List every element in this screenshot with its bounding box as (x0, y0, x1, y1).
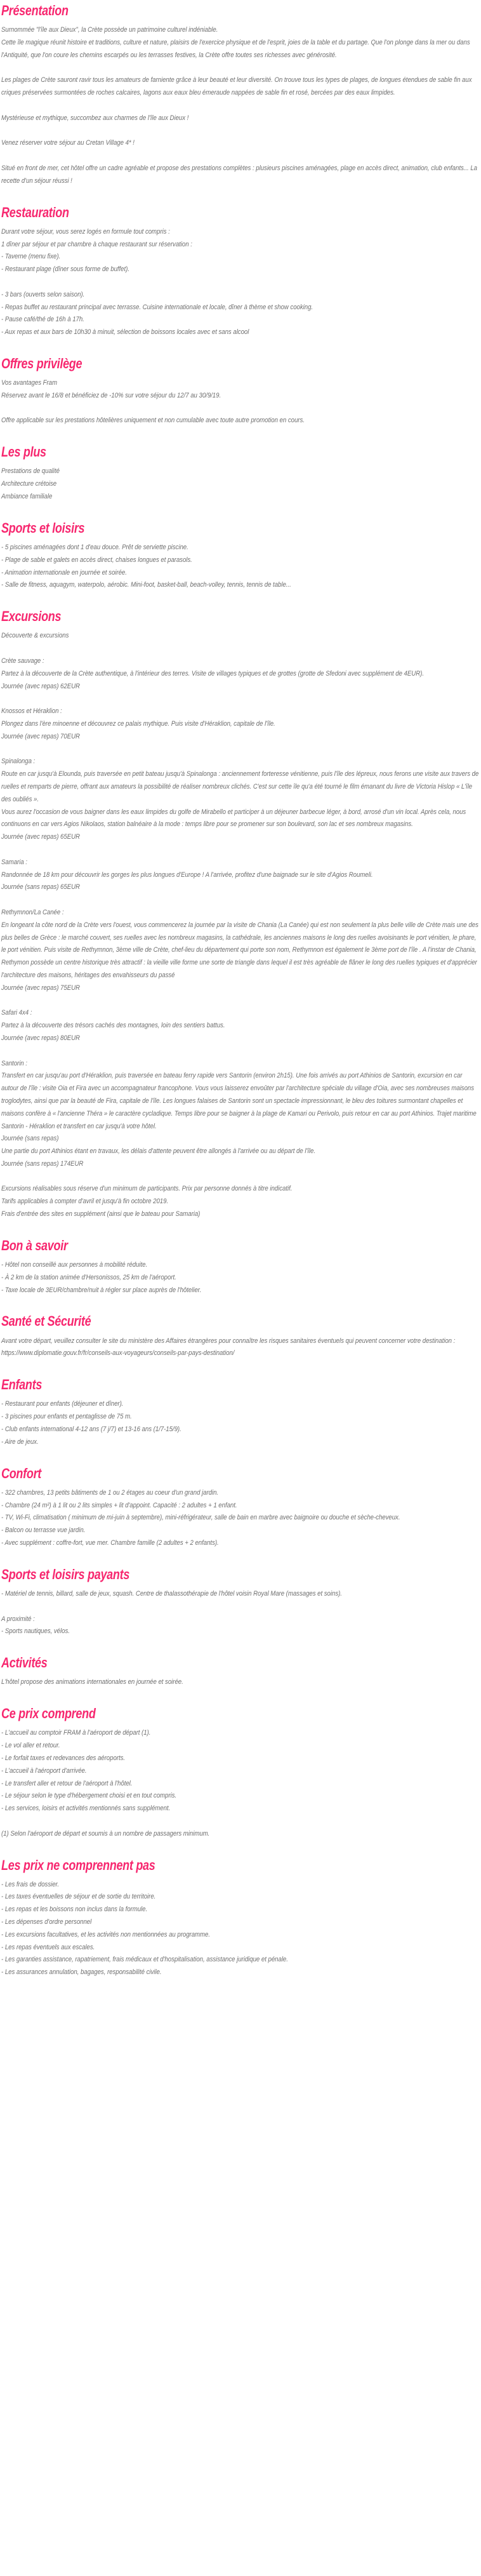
paragraph-spacer (1, 1171, 480, 1184)
section-paragraph: 1 dîner par séjour et par chambre à chaque restaurant sur réservation : (1, 240, 192, 248)
section-paragraph: Excursions réalisables sous réserve d'un minimum de participants. Prix par personne donnés à titre indicatif. (1, 1185, 293, 1193)
section-paragraph: Safari 4x4 : (1, 1009, 32, 1017)
section-les-plus (1, 444, 480, 504)
section-heading-bon-a-savoir: Bon à savoir (1, 1237, 68, 1253)
section-paragraph: - Le séjour selon le type d'hébergement choisi et en tout compris. (1, 1792, 177, 1800)
section-paragraph: Journée (avec repas) 70EUR (1, 732, 80, 740)
section-paragraph: Réservez avant le 16/8 et bénéficiez de -10% sur votre séjour du 12/7 au 30/9/19. (1, 391, 221, 399)
section-paragraph: - Repas buffet au restaurant principal avec terrasse. Cuisine internationale et locale, dîner à thème et show cooking. (1, 303, 313, 311)
paragraph-spacer (1, 62, 480, 75)
section-paragraph: Journée (avec repas) 80EUR (1, 1034, 80, 1042)
paragraph-spacer (1, 744, 480, 756)
section-heading-enfants: Enfants (1, 1377, 43, 1393)
section-paragraph: Une partie du port Athinios étant en travaux, les délais d'attente peuvent être allongés à l'arrivée ou au départ de l'île. (1, 1147, 315, 1156)
section-paragraph: Journée (sans repas) 65EUR (1, 883, 80, 891)
section-heading-activites: Activités (1, 1655, 48, 1671)
section-offres-privilege (1, 356, 480, 427)
section-ce-prix-comprend (1, 1705, 480, 1840)
section-paragraph: - Club enfants international 4-12 ans (7 j/7) et 13-16 ans (1/7-15/9). (1, 1425, 181, 1434)
section-paragraph: Partez à la découverte des trésors cachés des montagnes, loin des sentiers battus. (1, 1022, 225, 1030)
section-paragraph: Knossos et Héraklion : (1, 707, 62, 716)
paragraph-spacer (1, 276, 480, 289)
paragraph-spacer (1, 844, 480, 857)
section-paragraph: - Les repas éventuels aux escales. (1, 1943, 95, 1951)
section-les-prix-ne-comprennent-pas (1, 1857, 480, 1980)
section-paragraph: Durant votre séjour, vous serez logés en formule tout compris : (1, 227, 170, 236)
paragraph-spacer (1, 150, 480, 163)
section-heading-offres-privilege: Offres privilège (1, 355, 82, 371)
section-heading-ce-prix-comprend: Ce prix comprend (1, 1705, 96, 1722)
section-paragraph: - 3 bars (ouverts selon saison). (1, 290, 85, 298)
section-paragraph: - L'accueil au comptoir FRAM à l'aéroport de départ (1). (1, 1729, 151, 1737)
section-paragraph: - 3 piscines pour enfants et pentaglisse de 75 m. (1, 1413, 132, 1421)
section-sante-et-securite (1, 1313, 480, 1360)
section-paragraph: Partez à la découverte de la Crète authentique, à l'intérieur des terres. Visite de villages typiques et de grottes (grotte de Sfedoni avec supplément de 4EUR). (1, 669, 424, 677)
paragraph-spacer (1, 1601, 480, 1613)
section-paragraph: - Aire de jeux. (1, 1438, 39, 1446)
sections-container (1, 3, 480, 1979)
section-paragraph: - Les taxes éventuelles de séjour et de sortie du territoire. (1, 1893, 156, 1901)
section-paragraph: Route en car jusqu'à Elounda, puis traversée en petit bateau jusqu'à Spinalonga : anciennement forteresse vénitienne, puis l'île des lépreux, nous ferons une visite aux travers de ruelles et remparts de pierre, offrant aux amateurs la possibilité de réaliser nombreux clichés. C'est sur cette île qu'a été tourné le film émanant du livre de Victoria Hislop « L'île des oubliés ». (1, 770, 479, 803)
section-paragraph: - L'accueil à l'aéroport d'arrivée. (1, 1766, 87, 1775)
section-paragraph: - Salle de fitness, aquagym, waterpolo, aérobic. Mini-foot, basket-ball, beach-volley, tennis, tennis de table... (1, 581, 291, 589)
section-paragraph: - Les repas et les boissons non inclus dans la formule. (1, 1905, 148, 1914)
section-paragraph: Transfert en car jusqu'au port d'Héraklion, puis traversée en bateau ferry rapide vers Santorin (environ 2h15). Une fois arrivés au port Athinios de Santorin, excursion en car autour de l'île : visite Oia et Fira avec un accompagnateur francophone. Vous vous laisserez envoûter par l'architecture spéciale du village d'Oia, avec ses nombreuses maisons troglodytes, ainsi que par la beauté de Fira, capitale de l'île. Les longues falaises de Santorin sont un spectacle impressionnant, le bleu des toitures surmontant chapelles et maisons confère à « l'ancienne Théra » le caractère cycladique. Temps libre pour se baigner à la plage de Kamari ou Perivolo, puis retour en car au port Athinios. Trajet maritime Santorin - Héraklion et transfert en car jusqu'à votre hôtel. (1, 1072, 477, 1130)
section-paragraph: - Les garanties assistance, rapatriement, frais médicaux et d'hospitalisation, assistance juridique et pénale. (1, 1956, 288, 1964)
section-paragraph: Architecture crétoise (1, 480, 57, 488)
section-paragraph: En longeant la côte nord de la Crète vers l'ouest, vous commencerez la journée par la visite de Chania (La Canée) qui est non seulement la plus belle ville de Crète mais une des plus belles de Grèce : le marché couvert, ses ruelles avec les nombreux magasins, la cathédrale, les anciennes maisons le long des ruelles avoisinants le port vénitien, le phare, le port vénitien. Puis visite de Rethymnon, 3ème ville de Crète, chef-lieu du département qui porte son nom, Rethymnon est également le 3ème port de l'île . A l'instar de Chania, Rethymon possède un centre historique très attractif : la vieille ville forme une sorte de triangle dans lequel il est très agréable de flâner le long des ruelles typiques et d'apprécier l'architecture des maisons, héritages des envahisseurs du passé (1, 921, 478, 979)
paragraph-spacer (1, 1045, 480, 1058)
section-restauration (1, 204, 480, 339)
section-paragraph: Spinalonga : (1, 757, 36, 766)
section-activites (1, 1655, 480, 1689)
section-paragraph: Santorin : (1, 1059, 27, 1067)
paragraph-spacer (1, 125, 480, 138)
section-presentation (1, 3, 480, 188)
section-paragraph: - Matériel de tennis, billard, salle de jeux, squash. Centre de thalassothérapie de l'hôtel voisin Royal Mare (massages et soins). (1, 1589, 342, 1598)
section-paragraph: - Animation internationale en journée et soirée. (1, 568, 127, 577)
section-paragraph: - Les dépenses d'ordre personnel (1, 1918, 92, 1926)
section-paragraph: Randonnée de 18 km pour découvrir les gorges les plus longues d'Europe ! A l'arrivée, profitez d'une baignade sur le site d'Agios Roumeli. (1, 871, 373, 879)
section-paragraph: Crète sauvage : (1, 657, 44, 665)
section-paragraph: Découverte & excursions (1, 632, 69, 640)
section-heading-sports-et-loisirs: Sports et loisirs (1, 519, 85, 536)
section-paragraph: Offre applicable sur les prestations hôtelières uniquement et non cumulable avec toute autre promotion en cours. (1, 417, 305, 425)
section-paragraph: Situé en front de mer, cet hôtel offre un cadre agréable et propose des prestations complètes : plusieurs piscines aménagées, plage en accès direct, animation, club enfants... La recette d'un séjour réussi ! (1, 164, 477, 185)
section-paragraph: Journée (avec repas) 75EUR (1, 984, 80, 992)
paragraph-spacer (1, 100, 480, 112)
section-heading-confort: Confort (1, 1465, 42, 1481)
section-paragraph: Plongez dans l'ère minoenne et découvrez ce palais mythique. Puis visite d'Héraklion, capitale de l'île. (1, 720, 275, 728)
section-paragraph: - Taverne (menu fixe). (1, 253, 61, 261)
section-paragraph: - Restaurant pour enfants (déjeuner et dîner). (1, 1400, 124, 1408)
paragraph-spacer (1, 403, 480, 415)
section-paragraph: - Les frais de dossier. (1, 1880, 60, 1888)
section-paragraph: - Le forfait taxes et redevances des aéroports. (1, 1754, 126, 1762)
section-paragraph: (1) Selon l'aéroport de départ et soumis à un nombre de passagers minimum. (1, 1829, 210, 1838)
section-paragraph: Journée (sans repas) 174EUR (1, 1159, 84, 1168)
section-paragraph: - Les excursions facultatives, et les activités non mentionnées au programme. (1, 1930, 211, 1939)
paragraph-spacer (1, 643, 480, 655)
section-paragraph: Ambiance familiale (1, 493, 53, 501)
section-paragraph: Venez réserver votre séjour au Cretan Village 4* ! (1, 139, 135, 147)
section-heading-presentation: Présentation (1, 3, 69, 18)
section-paragraph: - Le vol aller et retour. (1, 1742, 60, 1750)
section-paragraph: Prestations de qualité (1, 467, 60, 476)
section-paragraph: - 322 chambres, 13 petits bâtiments de 1 ou 2 étages au coeur d'un grand jardin. (1, 1488, 219, 1497)
section-bon-a-savoir (1, 1238, 480, 1297)
section-paragraph: Les plages de Crète sauront ravir tous les amateurs de farniente grâce à leur beauté et leur diversité. On trouve tous les types de plages, de longues étendues de sable fin aux criques préservées surmontées de roches calcaires, lagons aux eaux bleu émeraude nappées de sable fin et rosé, bercées par des eaux limpides. (1, 76, 472, 97)
section-heading-restauration: Restauration (1, 204, 69, 220)
section-sports-et-loisirs (1, 520, 480, 592)
section-paragraph: Rethymnon/La Canée : (1, 908, 64, 916)
section-paragraph: - Chambre (24 m²) à 1 lit ou 2 lits simples + lit d'appoint. Capacité : 2 adultes + 1 enfant. (1, 1501, 237, 1509)
section-paragraph: - Avec supplément : coffre-fort, vue mer. Chambre famille (2 adultes + 2 enfants). (1, 1538, 219, 1547)
section-heading-sante-et-securite: Santé et Sécurité (1, 1313, 91, 1330)
paragraph-spacer (1, 894, 480, 907)
section-sports-et-loisirs-payants (1, 1566, 480, 1638)
section-paragraph: - TV, Wi-Fi, climatisation ( minimum de mi-juin à septembre), mini-réfrigérateur, salle de bain en marbre avec baignoire ou douche et sèche-cheveux. (1, 1514, 400, 1522)
section-paragraph: - Restaurant plage (dîner sous forme de buffet). (1, 265, 129, 274)
section-paragraph: Cette île magique réunit histoire et traditions, culture et nature, plaisirs de l'exercice physique et de l'esprit, joies de la table et du partage. Que l'on plonge dans la mer ou dans l'Antiquité, que l'on coure les chemins escarpés ou les terrasses festives, la Crète offre toutes ses richesses avec générosité. (1, 38, 470, 59)
section-paragraph: - Taxe locale de 3EUR/chambre/nuit à régler sur place auprès de l'hôtelier. (1, 1286, 202, 1294)
section-paragraph: - Le transfert aller et retour de l'aéroport à l'hôtel. (1, 1779, 133, 1787)
section-paragraph: - Les services, loisirs et activités mentionnés sans supplément. (1, 1805, 171, 1813)
section-enfants (1, 1377, 480, 1448)
section-paragraph: - 5 piscines aménagées dont 1 d'eau douce. Prêt de serviette piscine. (1, 544, 188, 552)
section-paragraph: Vous aurez l'occasion de vous baigner dans les eaux limpides du golfe de Mirabello et participer à un déjeuner barbecue léger, à bord, arrosé d'un vin local. Après cela, nous continuons en car vers Agios Nikolaos, station balnéaire à la mode : temps libre pour se promener sur son boulevard, son lac et ses nombreux magasins. (1, 808, 466, 829)
section-paragraph: Frais d'entrée des sites en supplément (ainsi que le bateau pour Samaria) (1, 1210, 201, 1218)
section-paragraph: Avant votre départ, veuillez consulter le site du ministère des Affaires étrangères pour connaître les risques sanitaires éventuels qui peuvent concerner votre destination : https://www.diplomatie.gouv.fr/fr/conseils-aux-voyageurs/conseils-par-pays-destination/ (1, 1337, 456, 1358)
section-paragraph: Journée (avec repas) 65EUR (1, 833, 80, 841)
section-heading-excursions: Excursions (1, 608, 62, 625)
section-excursions (1, 608, 480, 1221)
section-paragraph: - À 2 km de la station animée d'Hersonissos, 25 km de l'aéroport. (1, 1273, 176, 1281)
section-paragraph: Journée (sans repas) (1, 1135, 59, 1143)
section-paragraph: - Sports nautiques, vélos. (1, 1627, 70, 1636)
section-paragraph: - Pause café/thé de 16h à 17h. (1, 316, 84, 324)
section-paragraph: - Aux repas et aux bars de 10h30 à minuit, sélection de boissons locales avec et sans alcool (1, 328, 249, 337)
paragraph-spacer (1, 693, 480, 705)
section-paragraph: Journée (avec repas) 62EUR (1, 682, 80, 690)
section-paragraph: L'hôtel propose des animations internationales en journée et soirée. (1, 1678, 183, 1686)
section-paragraph: Tarifs applicables à compter d'avril et jusqu'à fin octobre 2019. (1, 1198, 169, 1206)
paragraph-spacer (1, 1815, 480, 1828)
section-paragraph: A proximité : (1, 1615, 35, 1623)
section-heading-sports-et-loisirs-payants: Sports et loisirs payants (1, 1566, 130, 1582)
section-paragraph: - Les assurances annulation, bagages, responsabilité civile. (1, 1968, 162, 1977)
section-paragraph: - Plage de sable et galets en accès direct, chaises longues et parasols. (1, 556, 192, 564)
section-heading-les-prix-ne-comprennent-pas: Les prix ne comprennent pas (1, 1857, 155, 1873)
section-paragraph: Samaria : (1, 858, 27, 866)
section-heading-les-plus: Les plus (1, 444, 46, 460)
section-paragraph: Vos avantages Fram (1, 379, 57, 387)
paragraph-spacer (1, 995, 480, 1008)
section-paragraph: - Hôtel non conseillé aux personnes à mobilité réduite. (1, 1261, 148, 1269)
section-confort (1, 1465, 480, 1550)
section-paragraph: Mystérieuse et mythique, succombez aux charmes de l'île aux Dieux ! (1, 114, 189, 122)
section-paragraph: - Balcon ou terrasse vue jardin. (1, 1526, 86, 1535)
section-paragraph: Surnommée "l'île aux Dieux", la Crète possède un patrimoine culturel indéniable. (1, 26, 218, 34)
